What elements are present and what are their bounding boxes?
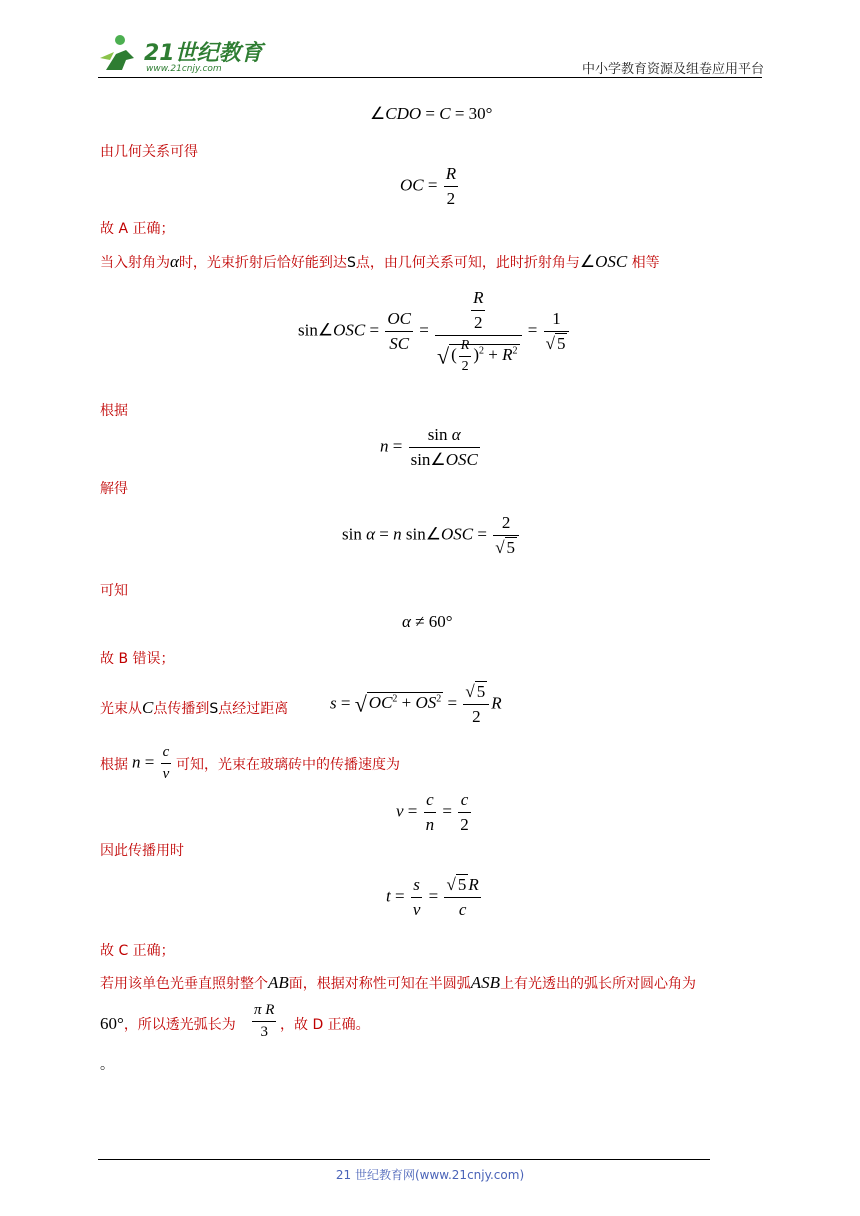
text-speed-part1: 根据 <box>100 757 128 773</box>
logo-text: 21世纪教育 <box>144 41 263 66</box>
equation-n: n = $\frac{\text{sin α}}{\text{sin∠OSC}}$ <box>380 425 478 469</box>
text-incidence-part3: 点，由几何关系可知，此时折射角与 <box>355 255 580 271</box>
text-geometry-relation: 由几何关系可得 <box>100 144 198 160</box>
text-speed-part2: 可知，光束在玻璃砖中的传播速度为 <box>176 757 400 773</box>
equation-distance: s = √ $OC^2 + OS^2$ = $\frac{√ 5}{2}$ R <box>330 682 502 726</box>
equation-sin-alpha: sin α = n sin∠OSC = $\frac{2}{√ 5}$ <box>342 513 521 558</box>
equation-time: t = $\frac{s}{v}$ = $\frac{√ 5 R}{c}$ <box>386 875 479 919</box>
text-d-a: 若用该单色光垂直照射整个 <box>100 976 268 992</box>
text-d-d: ，所以透光弧长为 <box>123 1017 236 1033</box>
logo-url: www.21cnjy.com <box>146 64 222 74</box>
text-incidence-part2: 时，光束折射后恰好能到达 <box>178 255 347 271</box>
equation-alpha-neq: α ≠ 60° <box>402 612 453 631</box>
text-distance: 光束从C点传播到S点经过距离 <box>100 698 289 717</box>
text-d-c: 上有光透出的弧长所对圆心角为 <box>500 976 697 992</box>
text-d-part1: 若用该单色光垂直照射整个AB面，根据对称性可知在半圆弧ASB上有光透出的弧长所对圆心角为 <box>100 973 697 992</box>
text-time: 因此传播用时 <box>100 843 184 859</box>
equation-oc: OC = $\frac{R}{2}$ <box>400 164 457 208</box>
header-divider <box>98 77 762 78</box>
text-distance-part1: 光束从 <box>100 701 142 717</box>
logo <box>96 30 266 78</box>
text-b-wrong: 故 B 错误； <box>100 651 175 667</box>
text-d-part2: 60°，所以透光弧长为 <box>100 1014 236 1033</box>
equation-arc-length: $\frac{\text{π R}}{3}$ <box>254 1002 275 1040</box>
text-according-to: 根据 <box>100 403 128 419</box>
equation-n-c-v: n = $\frac{c}{v}$ <box>132 744 170 782</box>
text-speed <box>100 754 128 774</box>
text-d-e: ，故 D 正确。 <box>280 1017 370 1033</box>
text-distance-part3: 点经过距离 <box>218 701 289 717</box>
equation-sin-osc: sin∠OSC = $\frac{OC}{SC}$ = $\frac{R}{2}$ √ ( $\frac{R}{2}$ )$^2 + R^2$ = $\frac{1}{√ 5}$ <box>298 288 571 375</box>
footer-text: 21 世纪教育网(www.21cnjy.com) <box>335 1168 525 1182</box>
text-incidence-angle: 当入射角为α时，光束折射后恰好能到达S点，由几何关系可知，此时折射角与∠OSC 相等 <box>100 252 660 271</box>
header-platform-text: 中小学教育资源及组卷应用平台 <box>581 62 764 77</box>
text-known: 可知 <box>100 583 128 599</box>
text-solve: 解得 <box>100 481 128 497</box>
text-a-correct: 故 A 正确； <box>100 221 175 237</box>
text-incidence-part1: 当入射角为 <box>100 255 170 271</box>
footer-divider <box>98 1159 710 1160</box>
equation-angle-cdo: ∠CDO = C = 30° <box>370 104 493 123</box>
text-incidence-part4: 相等 <box>631 255 660 271</box>
text-distance-part2: 点传播到 <box>153 701 210 717</box>
text-end-mark: 。 <box>100 1057 114 1073</box>
equation-speed: v = $\frac{c}{n}$ = $\frac{c}{2}$ <box>396 790 469 834</box>
text-c-correct: 故 C 正确； <box>100 943 175 959</box>
text-d-b: 面，根据对称性可知在半圆弧 <box>288 976 471 992</box>
